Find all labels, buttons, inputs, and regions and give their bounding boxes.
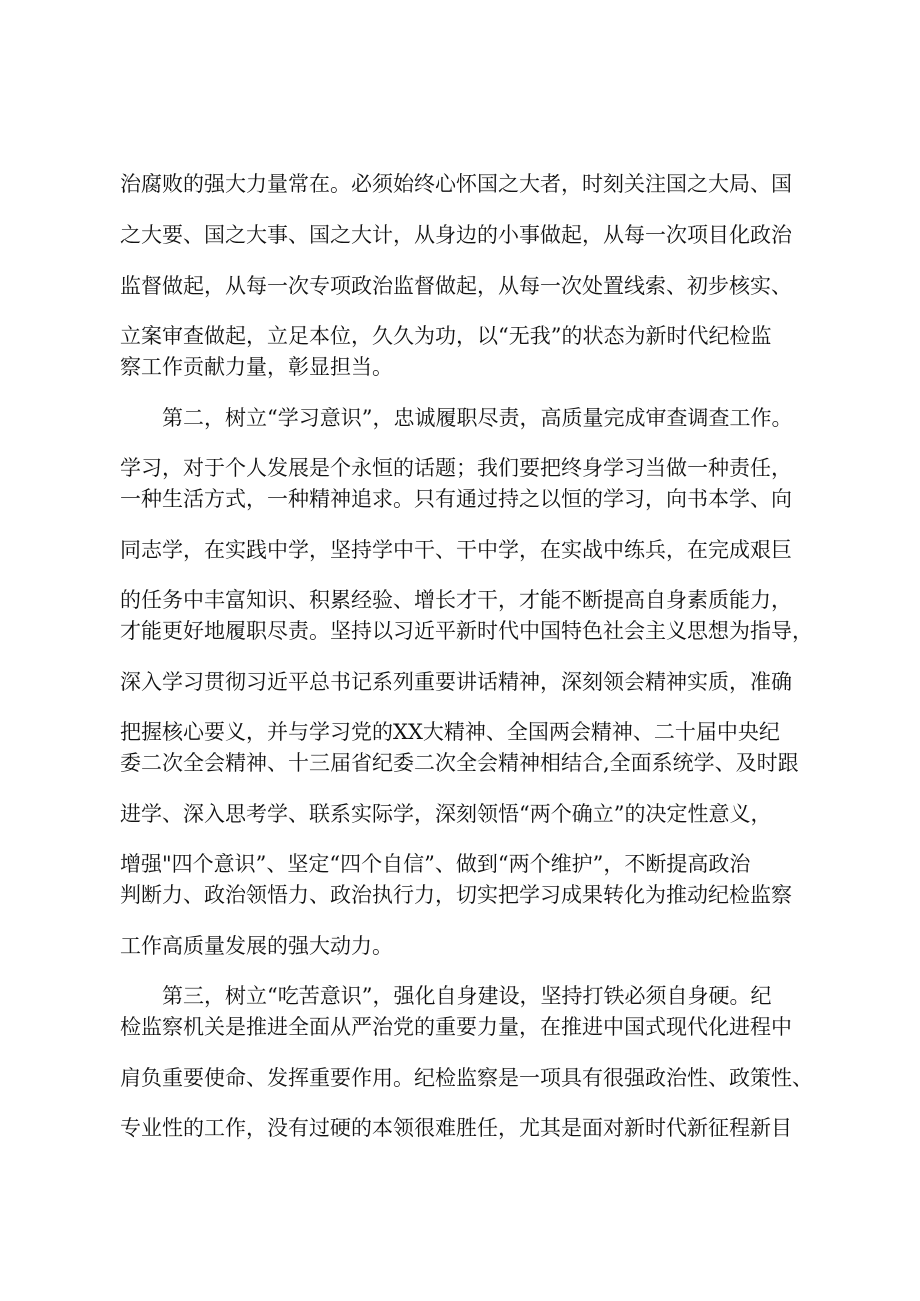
text-line: 增强"四个意识”、坚定“四个自信”、做到“两个维护”，不断提高政治 (120, 852, 751, 876)
text-line: 的任务中丰富知识、积累经验、增长才干，才能不断提高自身素质能力， (120, 588, 792, 612)
text-line: 学习，对于个人发展是个永恒的话题；我们要把终身学习当做一种责任， (120, 456, 792, 480)
text-line: 同志学，在实践中学，坚持学中干、干中学，在实战中练兵，在完成艰巨 (120, 538, 792, 562)
text-line: 才能更好地履职尽责。坚持以习近平新时代中国特色社会主义思想为指导， (120, 619, 813, 643)
text-line: 进学、深入思考学、联系实际学，深刻领悟“两个确立”的决定性意义， (120, 802, 772, 826)
text-line: 委二次全会精神、十三届省纪委二次全会精神相结合,全面系统学、及时跟 (120, 751, 799, 775)
paragraph-start-line: 第二，树立“学习意识”，忠诚履职尽责，高质量完成审查调查工作。 (162, 406, 793, 430)
text-line: 判断力、政治领悟力、政治执行力，切实把学习成果转化为推动纪检监察 (120, 883, 792, 907)
text-line: 立案审查做起，立足本位，久久为功，以“无我”的状态为新时代纪检监 (120, 324, 772, 348)
text-line: 专业性的工作，没有过硬的本领很难胜任，尤其是面对新时代新征程新目 (120, 1116, 792, 1140)
text-line: 工作高质量发展的强大动力。 (120, 934, 393, 958)
text-line: 把握核心要义，并与学习党的XX大精神、全国两会精神、二十届中央纪 (120, 720, 780, 744)
text-line: 治腐败的强大力量常在。必须始终心怀国之大者，时刻关注国之大局、国 (120, 172, 792, 196)
text-line: 监督做起，从每一次专项政治监督做起，从每一次处置线索、初步核实、 (120, 274, 792, 298)
paragraph-start-line: 第三，树立“吃苦意识”，强化自身建设，坚持打铁必须自身硬。纪 (162, 984, 772, 1008)
text-line: 察工作贡献力量，彰显担当。 (120, 355, 393, 379)
text-line: 肩负重要使命、发挥重要作用。纪检监察是一项具有很强政治性、政策性、 (120, 1066, 813, 1090)
text-line: 深入学习贯彻习近平总书记系列重要讲话精神，深刻领会精神实质，准确 (120, 670, 792, 694)
text-line: 之大要、国之大事、国之大计，从身边的小事做起，从每一次项目化政治 (120, 223, 792, 247)
text-line: 一种生活方式，一种精神追求。只有通过持之以恒的学习，向书本学、向 (120, 487, 792, 511)
text-line: 检监察机关是推进全面从严治党的重要力量，在推进中国式现代化进程中 (120, 1015, 792, 1039)
